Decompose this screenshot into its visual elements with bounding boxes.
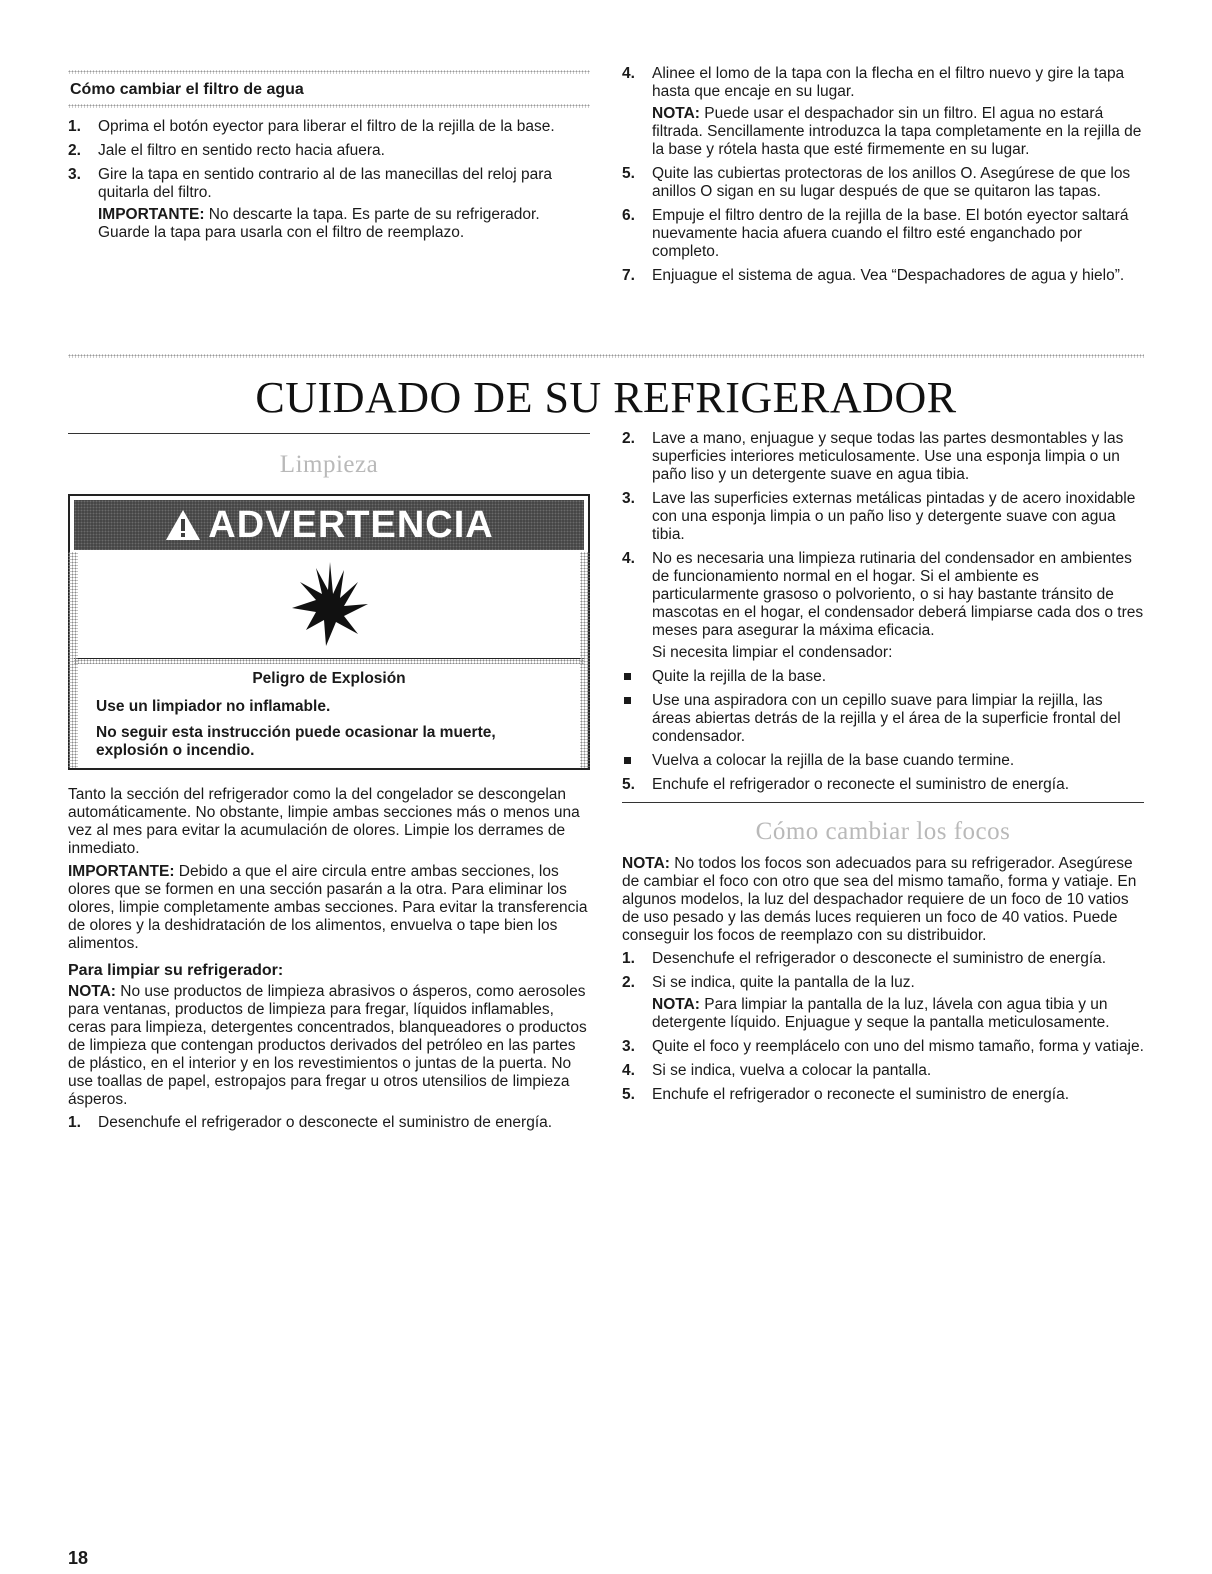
paragraph-lead: NOTA: [68, 983, 116, 1000]
note-text: Para limpiar la pantalla de la luz, lávela con agua tibia y un detergente líquido. Enjuague y seque la pantalla meticulosamente. [652, 996, 1110, 1031]
step-number: 5. [622, 1086, 635, 1103]
note-text: Puede usar el despachador sin un filtro. El agua no estará filtrada. Sencillamente introduzca la tapa completamente en la rejilla de la base y rótela hasta que esté firmemente en su lugar. [652, 105, 1142, 158]
warning-header-text: ADVERTENCIA [208, 504, 494, 546]
filter-section-title: Cómo cambiar el filtro de agua [70, 81, 304, 98]
hazard-title: Peligro de Explosión [252, 670, 406, 687]
list-item [622, 267, 1144, 285]
paragraph [68, 863, 590, 953]
cleaning-section-title: Limpieza [279, 451, 379, 478]
step-number: 7. [622, 267, 635, 284]
cleaning-subheading: Para limpiar su refrigerador: [68, 962, 284, 979]
bulbs-section-title: Cómo cambiar los focos [755, 818, 1011, 845]
list-item [622, 1086, 1144, 1104]
note-lead: NOTA: [652, 996, 700, 1013]
step-number: 4. [622, 1062, 635, 1079]
step-text: Lave a mano, enjuague y seque todas las partes desmontables y las superficies interiores meticulosamente. Use una esponja limpia o un paño liso y un detergente suave en agua tibia. [652, 430, 1124, 483]
step-number: 6. [622, 207, 635, 224]
section-rule [68, 433, 590, 434]
warning-line: No seguir esta instrucción puede ocasionar la muerte, explosión o incendio. [96, 724, 496, 759]
step-text: Enchufe el refrigerador o reconecte el suministro de energía. [652, 1086, 1070, 1103]
page-number: 18 [68, 1548, 89, 1568]
step-number: 4. [622, 65, 635, 82]
step-text: Si se indica, quite la pantalla de la luz. [652, 974, 915, 991]
step-number: 4. [622, 550, 635, 567]
filter-section-right [622, 65, 1144, 291]
note-text: No descarte la tapa. Es parte de su refrigerador. Guarde la tapa para usarla con el filtro de reemplazo. [98, 206, 540, 241]
page-title: CUIDADO DE SU REFRIGERADOR [255, 373, 957, 422]
list-item [622, 65, 1144, 159]
step-number: 2. [622, 974, 635, 991]
step-number: 1. [68, 118, 81, 135]
paragraph-text: No todos los focos son adecuados para su refrigerador. Asegúrese de cambiar el foco con otro que sea del mismo tamaño, forma y vatiaje. En algunos modelos, la luz del despachador requiere de un foco de 10 vatios de uso pesado y las demás luces requieren un foco de 40 vatios. Puede conseguir los focos de reemplazo con su distribuidor. [622, 855, 1137, 944]
warning-line: Use un limpiador no inflamable. [96, 698, 331, 715]
list-item [622, 490, 1144, 544]
bullet-square-icon [624, 697, 631, 704]
bullet-text: Vuelva a colocar la rejilla de la base cuando termine. [652, 752, 1015, 769]
list-item [622, 1062, 1144, 1080]
step-text: Si se indica, vuelva a colocar la pantalla. [652, 1062, 932, 1079]
list-item [622, 776, 1144, 794]
section-rule [622, 802, 1144, 803]
dotted-rule [68, 104, 590, 108]
paragraph-text: Debido a que el aire circula entre ambas secciones, los olores que se formen en una sección pasarán a la otra. Para eliminar los olores, limpie completamente ambas secciones. Para evitar la transferencia de olores y la deshidratación de los alimentos, envuelva o tape bien los alimentos. [68, 863, 588, 952]
step-text: No es necesaria una limpieza rutinaria del condensador en ambientes de funcionamiento normal en el hogar. Si el ambiente es particularmente grasoso o polvoriento, o si hay bastante tránsito de mascotas en el hogar, el condensador deberá limpiarse cada dos o tres meses para asegurar la máxima eficacia. [652, 550, 1144, 639]
warning-side-pattern [580, 552, 590, 768]
filter-section-left [68, 70, 590, 248]
paragraph [68, 983, 590, 1109]
step-number: 3. [622, 1038, 635, 1055]
list-item [622, 207, 1144, 261]
list-item [622, 165, 1144, 201]
warning-header [74, 500, 584, 550]
dotted-rule [68, 70, 590, 74]
step-note [652, 105, 1144, 159]
bullet-text: Quite la rejilla de la base. [652, 668, 827, 685]
explosion-icon [286, 560, 372, 648]
bullet-text: Use una aspiradora con un cepillo suave para limpiar la rejilla, las áreas abiertas detrás de la rejilla y el área de la superficie frontal del condensador. [652, 692, 1121, 745]
step-number: 3. [68, 166, 81, 183]
list-item [622, 550, 1144, 662]
note-lead: IMPORTANTE: [98, 206, 205, 223]
section-divider [68, 354, 1144, 358]
list-item [622, 1038, 1144, 1056]
bullet-item [622, 692, 1144, 746]
warning-icon-row [74, 550, 584, 659]
paragraph-text: No use productos de limpieza abrasivos o ásperos, como aerosoles para ventanas, productos de limpieza para fregar, líquidos inflamables, ceras para limpieza, detergentes concentrados, blanqueadores o productos de limpieza que contengan productos derivados del petróleo en las partes de plástico, en el interior y en los revestimientos o juntas de la puerta. No use toallas de papel, estropajos para fregar u otros utensilios de limpieza ásperos. [68, 983, 587, 1108]
step-number: 1. [622, 950, 635, 967]
bullet-square-icon [624, 757, 631, 764]
cleaning-section-left [68, 433, 590, 1138]
step-number: 3. [622, 490, 635, 507]
paragraph [622, 855, 1144, 945]
step-text: Gire la tapa en sentido contrario al de las manecillas del reloj para quitarla del filtro. [98, 166, 553, 201]
condenser-intro: Si necesita limpiar el condensador: [652, 644, 893, 661]
step-text: Lave las superficies externas metálicas pintadas y de acero inoxidable con una esponja limpia o un paño liso y detergente suave con agua tibia. [652, 490, 1136, 543]
note-lead: NOTA: [652, 105, 700, 122]
list-item [68, 1114, 590, 1132]
step-text: Enchufe el refrigerador o reconecte el suministro de energía. [652, 776, 1070, 793]
warning-side-pattern [68, 552, 78, 768]
step-note [98, 206, 590, 242]
step-number: 5. [622, 165, 635, 182]
warning-box [68, 494, 590, 770]
step-text: Empuje el filtro dentro de la rejilla de la base. El botón eyector saltará nuevamente hacia afuera cuando el filtro esté enganchado por completo. [652, 207, 1129, 260]
paragraph: Tanto la sección del refrigerador como la del congelador se descongelan automáticamente. No obstante, limpie ambas secciones más o menos una vez al mes para evitar la acumulación de olores. Limpie los derrames de inmediato. [68, 786, 580, 857]
warning-text [70, 664, 588, 768]
step-number: 2. [68, 142, 81, 159]
list-item [622, 974, 1144, 1032]
paragraph-lead: IMPORTANTE: [68, 863, 175, 880]
step-text: Oprima el botón eyector para liberar el filtro de la rejilla de la base. [98, 118, 555, 135]
step-text: Quite el foco y reemplácelo con uno del mismo tamaño, forma y vatiaje. [652, 1038, 1144, 1055]
step-text: Enjuague el sistema de agua. Vea “Despachadores de agua y hielo”. [652, 267, 1125, 284]
step-text: Alinee el lomo de la tapa con la flecha en el filtro nuevo y gire la tapa hasta que encaje en su lugar. [652, 65, 1125, 100]
bullet-item [622, 668, 1144, 686]
list-item [68, 118, 590, 136]
bullet-square-icon [624, 673, 631, 680]
step-number: 2. [622, 430, 635, 447]
step-number: 1. [68, 1114, 81, 1131]
step-text: Quite las cubiertas protectoras de los anillos O. Asegúrese de que los anillos O sigan en su lugar después de que se quitaron las tapas. [652, 165, 1131, 200]
paragraph-lead: NOTA: [622, 855, 670, 872]
list-item [68, 142, 590, 160]
warning-triangle-icon [164, 508, 202, 542]
step-note [652, 996, 1144, 1032]
list-item [622, 950, 1144, 968]
step-text: Jale el filtro en sentido recto hacia afuera. [98, 142, 385, 159]
bullet-item [622, 752, 1144, 770]
step-text: Desenchufe el refrigerador o desconecte el suministro de energía. [652, 950, 1107, 967]
step-text: Desenchufe el refrigerador o desconecte el suministro de energía. [98, 1114, 553, 1131]
step-number: 5. [622, 776, 635, 793]
list-item [622, 430, 1144, 484]
list-item [68, 166, 590, 242]
cleaning-section-right [622, 430, 1144, 1110]
